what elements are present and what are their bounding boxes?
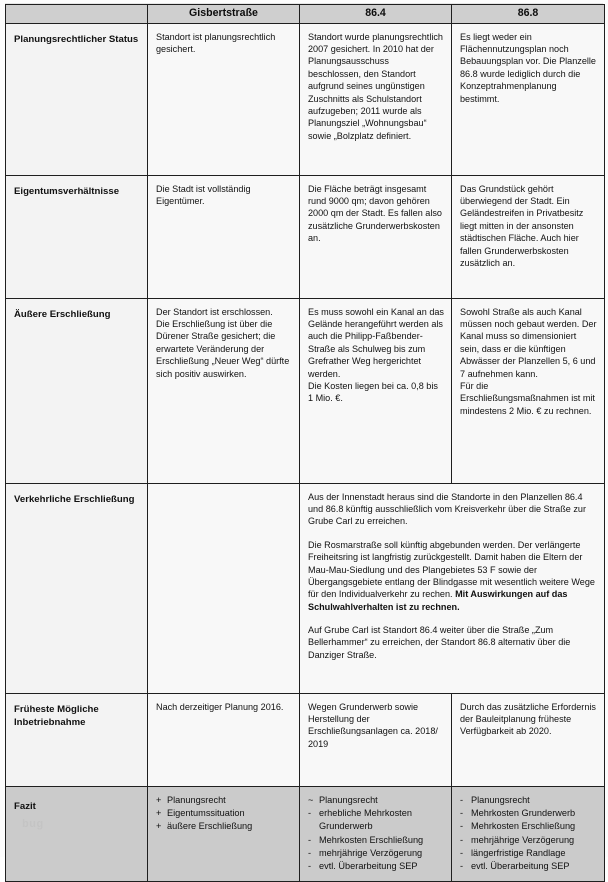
list-item-label: Planungsrecht: [471, 794, 530, 805]
cell-paragraph: Standort wurde planungsrechtlich 2007 gesichert. In 2010 hat der Planungsausschuss beschlossen, den Standort aufgrund seines ungünstigen Zuschnitts als Schulstandort aufzugeben; 2011 wurde als Planungsziel „Wohnungsbau“ sowie „Bolzplatz definiert.: [308, 31, 443, 141]
list-item-marker: -: [460, 848, 464, 859]
cell-paragraph: Für die Erschließungsmaßnahmen ist mit mindestens 2 Mio. € zu rechnen.: [460, 380, 595, 416]
row-label: Eigentumsverhältnisse: [6, 175, 148, 298]
cell-86-4: [300, 175, 452, 298]
list-item-label: äußere Erschließung: [167, 821, 253, 832]
row-label: Planungsrechtlicher Status: [6, 23, 148, 175]
list-item-label: mehrjährige Verzögerung: [471, 834, 575, 845]
table-row: [6, 693, 605, 786]
page-top-edge: [5, 3, 603, 4]
list-item-label: längerfristige Randlage: [471, 848, 566, 859]
row-label: Früheste Mögliche Inbetriebnahme: [6, 693, 148, 786]
table-row: [6, 23, 605, 175]
list-item: [308, 794, 444, 807]
list-item: [460, 847, 597, 860]
list-item-marker: -: [308, 848, 312, 859]
list-item: [308, 834, 444, 847]
row-label: Äußere Erschließung: [6, 298, 148, 483]
row-label: Verkehrliche Erschließung: [6, 483, 148, 693]
list-item-label: evtl. Überarbeitung SEP: [471, 861, 570, 872]
table-body: [6, 23, 605, 881]
cell-86-8: [452, 693, 605, 786]
list-item: [308, 847, 444, 860]
list-item: [460, 820, 597, 833]
header-86-4: 86.4: [300, 5, 452, 24]
comparison-matrix-table: [5, 4, 605, 882]
cell-gisbertstrasse: [148, 298, 300, 483]
list-item-marker: -: [460, 861, 464, 872]
cell-paragraph: Aus der Innenstadt heraus sind die Standorte in den Planzellen 86.4 und 86.8 künftig ausschließlich vom Kreisverkehr über die Straße zur Grube Carl zu erreichen.: [308, 491, 586, 527]
list-item-label: Mehrkosten Erschließung: [319, 834, 424, 845]
fazit-cell: [452, 786, 605, 881]
header-86-8: 86.8: [452, 5, 605, 24]
list-item-marker: -: [308, 861, 312, 872]
list-item: [308, 807, 444, 834]
list-item-label: Planungsrecht: [319, 794, 378, 805]
header-row: [6, 5, 605, 24]
cell-gisbertstrasse: [148, 693, 300, 786]
list-item-marker: +: [156, 808, 162, 819]
list-item-marker: +: [156, 821, 162, 832]
list-item-marker: ~: [308, 794, 314, 805]
list-item-label: Planungsrecht: [167, 794, 226, 805]
cell-86-8: [452, 175, 605, 298]
cell-paragraph: Der Standort ist erschlossen.: [156, 306, 273, 317]
list-item-label: evtl. Überarbeitung SEP: [319, 861, 418, 872]
table-row: [6, 175, 605, 298]
cell-86-8: [452, 23, 605, 175]
table-row: [6, 298, 605, 483]
list-item: [460, 794, 597, 807]
cell-paragraph: Es liegt weder ein Flächennutzungsplan noch Bebauungsplan vor. Die Planzelle 86.8 wurde lediglich durch die Konzeptrahmenplanung bestimmt.: [460, 31, 596, 104]
cell-paragraph: Wegen Grunderwerb sowie Herstellung der Erschließungsanlagen ca. 2018/ 2019: [308, 701, 438, 749]
list-item-label: Eigentumssituation: [167, 808, 245, 819]
cell-86-8: [452, 298, 605, 483]
cell-paragraph: Das Grundstück gehört überwiegend der Stadt. Ein Geländestreifen in Privatbesitz liegt mitten in der ansonsten städtischen Fläche. Auch hier fallen Grunderwerbskosten zusätzlich an.: [460, 183, 584, 268]
cell-paragraph: Die Rosmarstraße soll künftig abgebunden werden. Der verlängerte Freiheitsring ist langfristig zurückgestellt. Damit haben die Eltern der Mau-Mau-Siedlung und des Plangebietes 53 F sowie der Übergangsgebiete entlang der Blindgasse mit wesentlich weitere Wege für den Individualverkehr zu rechen. Mit Auswirkungen auf das Schulwahlverhalten ist zu rechnen.: [308, 539, 595, 612]
cell-paragraph: Sowohl Straße als auch Kanal müssen noch gebaut werden. Der Kanal muss so dimensioniert sein, dass er die künftigen Abwässer der Planzellen 5, 6 und 7 aufnehmen kann.: [460, 306, 597, 379]
list-item-label: Mehrkosten Erschließung: [471, 821, 576, 832]
list-item: [308, 860, 444, 873]
fazit-cell: [148, 786, 300, 881]
cell-paragraph: Die Kosten liegen bei ca. 0,8 bis 1 Mio. €.: [308, 380, 438, 404]
cell-paragraph: Die Erschließung ist über die Dürener Straße gesichert; die erwartete Veränderung der Erschließung „Neuer Weg“ dürfte sich positiv auswirken.: [156, 319, 290, 379]
emphasis-text: Mit Auswirkungen auf das Schulwahlverhalten ist zu rechnen.: [308, 589, 568, 612]
cell-paragraph: Auf Grube Carl ist Standort 86.4 weiter über die Straße „Zum Bellerhammer“ zu erreichen, der Standort 86.8 alternativ über die Danziger Straße.: [308, 624, 571, 660]
list-item-label: mehrjährige Verzögerung: [319, 848, 423, 859]
cell-paragraph: Nach derzeitiger Planung 2016.: [156, 701, 284, 712]
cell-paragraph: Die Stadt ist vollständig Eigentümer.: [156, 183, 251, 207]
list-item: [460, 860, 597, 873]
header-gisbertstrasse: Gisbertstraße: [148, 5, 300, 24]
list-item-marker: -: [460, 794, 464, 805]
cell-86-4: [300, 298, 452, 483]
cell-paragraph: Es muss sowohl ein Kanal an das Gelände herangeführt werden als auch die Philipp-Faßbender-Straße als Schulweg bis zum Grefrather Weg hergerichtet werden.: [308, 306, 444, 379]
list-item: [156, 807, 292, 820]
cell-paragraph: Durch das zusätzliche Erfordernis der Bauleitplanung früheste Verfügbarkeit ab 2020.: [460, 701, 596, 737]
cell-gisbertstrasse: [148, 23, 300, 175]
table-row: [6, 786, 605, 881]
list-item: [156, 820, 292, 833]
cell-86-4: [300, 23, 452, 175]
list-item-label: erhebliche Mehrkosten Grunderwerb: [319, 808, 412, 832]
header-corner-cell: [6, 5, 148, 24]
list-item-marker: -: [460, 834, 464, 845]
cell-paragraph: Standort ist planungsrechtlich gesichert.: [156, 31, 276, 55]
list-item-label: Mehrkosten Grunderwerb: [471, 808, 576, 819]
table-header: [6, 5, 605, 24]
list-item: [460, 807, 597, 820]
row-label: Fazit: [6, 786, 148, 881]
cell-paragraph: Die Fläche beträgt insgesamt rund 9000 qm; davon gehören 2000 qm der Stadt. Es fallen also zusätzliche Grunderwerbskosten an.: [308, 183, 442, 244]
fazit-list: [460, 794, 597, 874]
list-item-marker: -: [460, 821, 464, 832]
list-item-marker: +: [156, 794, 162, 805]
list-item: [460, 834, 597, 847]
cell-merged-86-4-86-8: [300, 483, 605, 693]
watermark: bug: [22, 818, 44, 830]
list-item-marker: -: [308, 834, 312, 845]
fazit-list: [308, 794, 444, 874]
table-row: [6, 483, 605, 693]
cell-86-4: [300, 693, 452, 786]
list-item-marker: -: [308, 808, 312, 819]
cell-gisbertstrasse: [148, 175, 300, 298]
fazit-cell: [300, 786, 452, 881]
fazit-list: [156, 794, 292, 834]
list-item-marker: -: [460, 808, 464, 819]
cell-gisbertstrasse-empty: [148, 483, 300, 693]
list-item: [156, 794, 292, 807]
